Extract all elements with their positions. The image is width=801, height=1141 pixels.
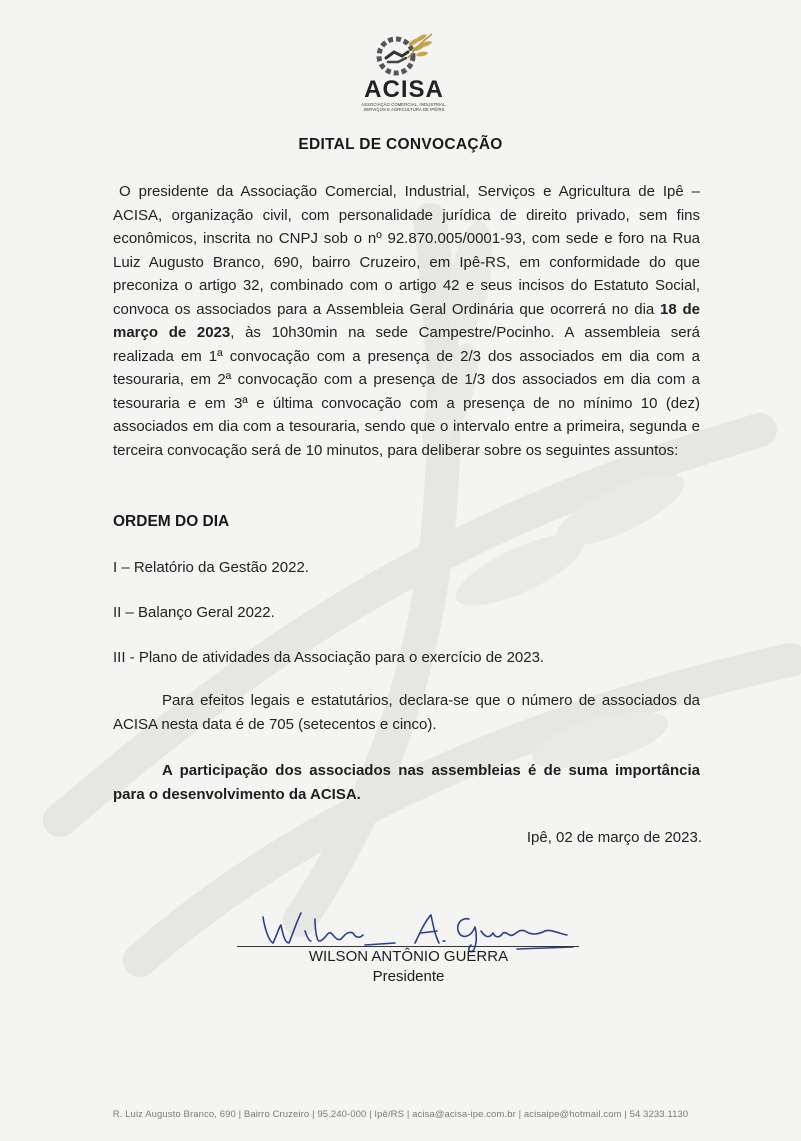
convocation-paragraph [113, 180, 700, 462]
participation-highlight-text: A participação dos associados nas assembleias é de suma importância para o desenvolvimento da ACISA. [113, 762, 700, 803]
agenda-title: ORDEM DO DIA [113, 513, 230, 530]
legal-notice [113, 689, 700, 736]
assembly-date: 18 de março de 2023 [113, 300, 700, 341]
footer-contact: R. Luiz Augusto Branco, 690 | Bairro Cruzeiro | 95.240-000 | Ipê/RS | acisa@acisa-ipe.com.br | acisaipe@hotmail.com | 54 3233.1130 [112, 1109, 689, 1120]
handshake-gear-wheat-icon [374, 28, 434, 78]
legal-notice-text: Para efeitos legais e estatutários, declara-se que o número de associados da ACISA nesta data é de 705 (setecentos e cinco). [113, 692, 700, 733]
signer-name: WILSON ANTÔNIO GUERRA [308, 948, 509, 965]
participation-highlight [113, 759, 700, 806]
logo-wordmark: ACISA [364, 76, 444, 103]
place-date: Ipê, 02 de março de 2023. [526, 829, 702, 846]
agenda-item: III - Plano de atividades da Associação para o exercício de 2023. [113, 649, 545, 666]
document-title: EDITAL DE CONVOCAÇÃO [298, 136, 503, 153]
signature-line [237, 946, 579, 947]
agenda-item: I – Relatório da Gestão 2022. [113, 559, 309, 576]
body-text-end: , às 10h30min na sede Campestre/Pocinho. A assembleia será realizada em 1ª convocação com a presença de 2/3 dos associados em dia com a tesouraria, em 2ª convocação com a presença de 1/3 dos associados em dia com a tesouraria e em 3ª e última convocação com a presença de no mínimo 10 (dez) associados em dia com a tesouraria, sendo que o intervalo entre a primeira, segunda e terceira convocação será de 10 minutos, para deliberar sobre os seguintes assuntos: [113, 324, 700, 459]
acisa-logo [352, 28, 456, 120]
body-text-start: O presidente da Associação Comercial, Industrial, Serviços e Agricultura de Ipê – ACISA, organização civil, com personalidade jurídica de direito privado, sem fins econômicos, inscrita no CNPJ sob o nº 92.870.005/0001-93, com sede e foro na Rua Luiz Augusto Branco, 690, bairro Cruzeiro, em Ipê-RS, em conformidade do que preconiza o artigo 32, combinado com o artigo 42 e seus incisos do Estatuto Social, convoca os associados para a Assembleia Geral Ordinária que ocorrerá no dia [113, 183, 700, 318]
agenda-item: II – Balanço Geral 2022. [113, 604, 275, 621]
logo-subtitle-line2: SERVIÇOS E AGRICULTURA DE IPÊ/RS [363, 107, 445, 112]
logo-subtitle-line1: ASSOCIAÇÃO COMERCIAL, INDUSTRIAL, [361, 102, 447, 107]
signer-role: Presidente [372, 968, 445, 985]
